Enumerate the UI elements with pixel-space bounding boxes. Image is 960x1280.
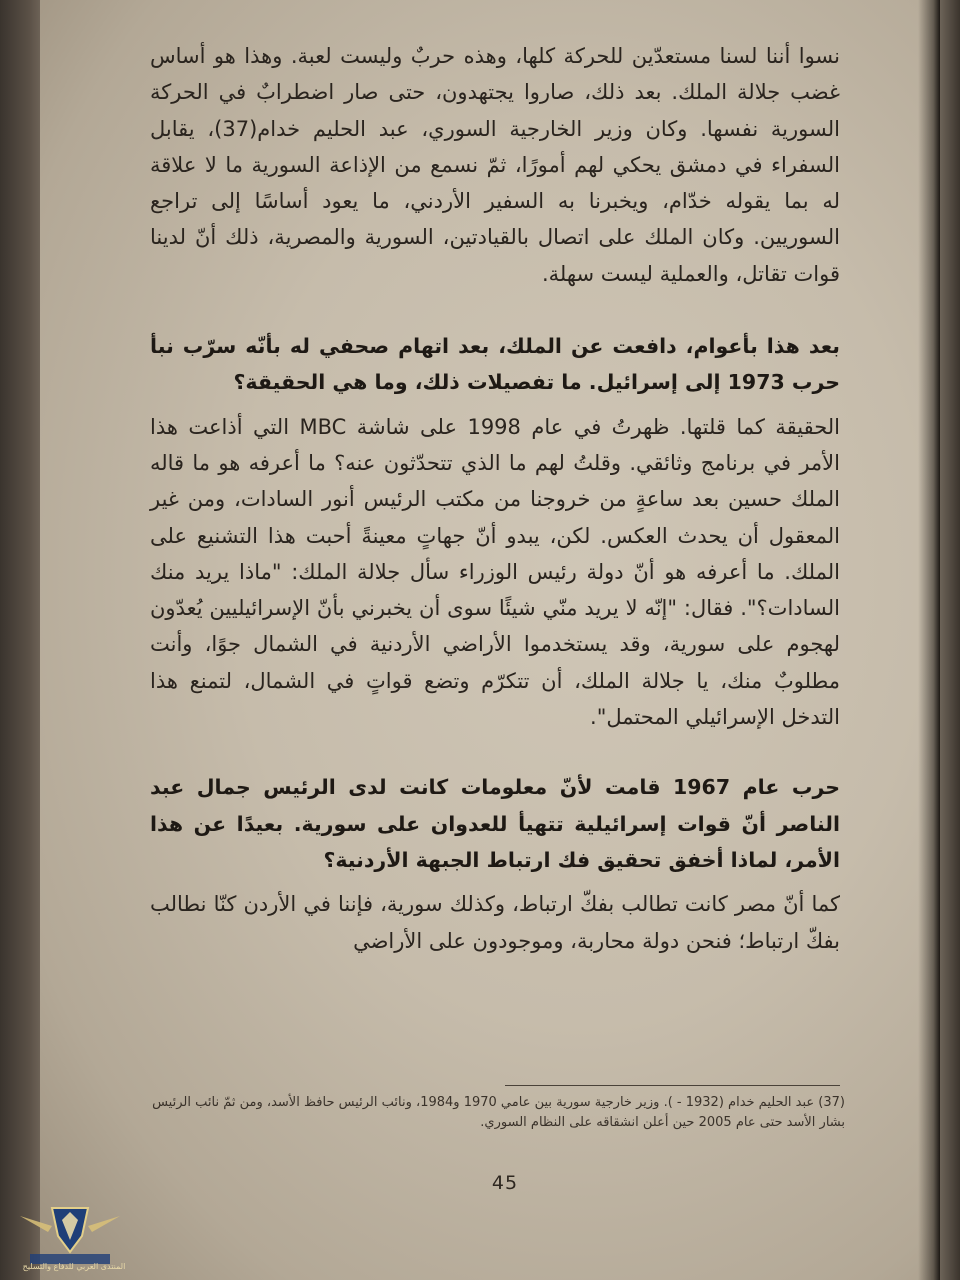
watermark-caption: المنتدى العربي للدفاع والتسليح [22,1262,126,1271]
paragraph-answer-1973: الحقيقة كما قلتها. ظهرتُ في عام 1998 على شاشة MBC التي أذاعت هذا الأمر في برنامج وثائقي. وقلتُ لهم ما الذي تتحدّثون عنه؟ ما أعرفه هو ما قاله الملك حسين بعد ساعةٍ من خروجنا من مكتب الرئيس أنور السادات، ومن غير المعقول أن يحدث العكس. لكن، يبدو أنّ جهاتٍ معينةً أحبت هذا التشنيع على الملك. ما أعرفه هو أنّ دولة رئيس الوزراء سأل جلالة الملك: "ماذا يريد منك السادات؟". فقال: "إنّه لا يريد منّي شيئًا سوى أن يخبرني بأنّ الإسرائيليين يُعدّون لهجوم على سورية، وقد يستخدموا الأراضي الأردنية في الشمال جوًا، وأنت مطلوبٌ منك، يا جلالة الملك، أن تتكرّم وتضع قواتٍ في الشمال، لتمنع هذا التدخل الإسرائيلي المحتمل". [150,414,840,730]
spine-shadow [918,0,940,1280]
paragraph-answer-1967: كما أنّ مصر كانت تطالب بفكّ ارتباط، وكذلك سورية، فإننا في الأردن كنّا نطالب بفكّ ارتباط؛ فنحن دولة محاربة، وموجودون على الأراضي [150,892,840,953]
page-body [150,38,840,959]
question-1967-war: حرب عام 1967 قامت لأنّ معلومات كانت لدى الرئيس جمال عبد الناصر أنّ قوات إسرائيلية تتهيأ للعدوان على سورية. بعيدًا عن هذا الأمر، لماذا أخفق تحقيق فك ارتباط الجبهة الأردنية؟ [150,775,840,872]
paragraph-1: نسوا أننا لسنا مستعدّين للحركة كلها، وهذه حربٌ وليست لعبة. وهذا هو أساس غضب جلالة الملك. بعد ذلك، صاروا يجتهدون، حتى صار اضطرابٌ في الحركة السورية نفسها. وكان وزير الخارجية السوري، عبد الحليم خدام(37)، يقابل السفراء في دمشق يحكي لهم أمورًا، ثمّ نسمع من الإذاعة السورية ما لا علاقة له بما يقوله خدّام، ويخبرنا به السفير الأردني، ما يعود أساسًا إلى تراجع السوريين. وكان الملك على اتصال بالقيادتين، السورية والمصرية، ذلك أنّ لدينا قوات تقاتل، والعملية ليست سهلة. [150,44,840,286]
footnote-37: (37) عبد الحليم خدام (1932 - ). وزير خارجية سورية بين عامي 1970 و1984، ونائب الرئيس حافظ الأسد، ومن ثمّ نائب الرئيس بشار الأسد حتى عام 2005 حين أعلن انشقاقه على النظام السوري. [152,1095,845,1130]
page-number: 45 [491,1172,519,1194]
footnote-divider [505,1085,840,1086]
question-1973-war: بعد هذا بأعوام، دافعت عن الملك، بعد اتهام صحفي له بأنّه سرّب نبأ حرب 1973 إلى إسرائيل. ما تفصيلات ذلك، وما هي الحقيقة؟ [150,334,840,395]
